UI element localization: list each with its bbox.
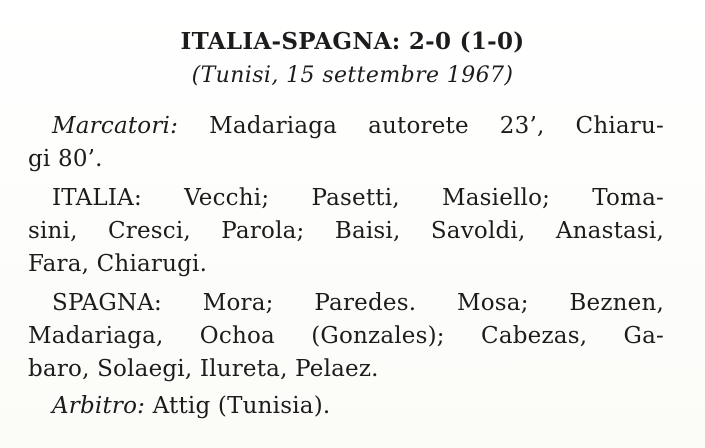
match-title: ITALIA-SPAGNA: 2-0 (1-0)	[180, 28, 525, 55]
arbitro-value: Attig (Tunisia).	[152, 393, 331, 419]
italia-line-2: sini, Cresci, Parola; Baisi, Savoldi, Anastasi,	[28, 218, 664, 244]
arbitro-line	[52, 393, 330, 419]
spagna-line-1: SPAGNA: Mora; Paredes. Mosa; Beznen,	[52, 290, 664, 316]
marcatori-text: Madariaga autorete 23’, Chiaru-	[209, 113, 664, 139]
match-location-date: (Tunisi, 15 settembre 1967)	[191, 63, 514, 88]
marcatori-line-2: gi 80’.	[28, 146, 103, 172]
spagna-line-2: Madariaga, Ochoa (Gonzales); Cabezas, Ga-	[28, 323, 664, 349]
arbitro-label: Arbitro:	[52, 393, 146, 419]
spagna-line-3: baro, Solaegi, Ilureta, Pelaez.	[28, 356, 379, 382]
italia-line-3: Fara, Chiarugi.	[28, 251, 208, 277]
italia-line-1: ITALIA: Vecchi; Pasetti, Masiello; Toma-	[52, 185, 664, 211]
marcatori-label: Marcatori:	[52, 113, 179, 139]
marcatori-line-1	[52, 113, 664, 139]
